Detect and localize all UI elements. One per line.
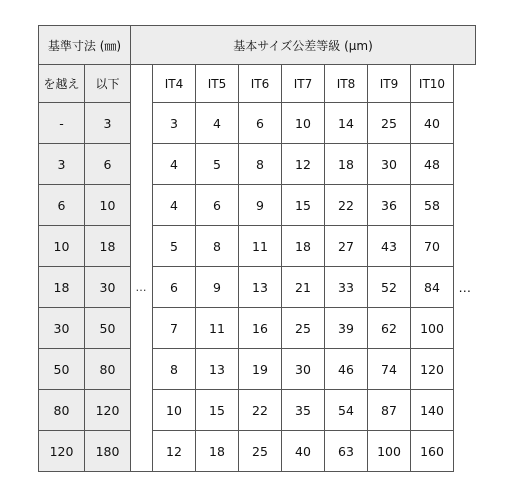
tolerance-value-cell: 58 <box>411 185 454 226</box>
tolerance-value-cell: 22 <box>325 185 368 226</box>
tolerance-value-cell: 7 <box>153 308 196 349</box>
gap-cell <box>131 431 153 472</box>
tolerance-value-cell: 4 <box>196 103 239 144</box>
tolerance-value-cell: 40 <box>282 431 325 472</box>
table-row <box>39 431 476 472</box>
table-row <box>39 267 476 308</box>
gap-cell-right <box>454 226 476 267</box>
size-upto-cell: 3 <box>85 103 131 144</box>
grade-header: IT7 <box>282 65 325 103</box>
tolerance-value-cell: 16 <box>239 308 282 349</box>
size-over-cell: 50 <box>39 349 85 390</box>
table-row <box>39 226 476 267</box>
tolerance-value-cell: 9 <box>196 267 239 308</box>
tolerance-value-cell: 6 <box>153 267 196 308</box>
ellipsis-right: … <box>454 267 476 308</box>
tolerance-value-cell: 13 <box>196 349 239 390</box>
tolerance-value-cell: 22 <box>239 390 282 431</box>
gap-cell <box>131 226 153 267</box>
size-group-header: 基準寸法 (㎜) <box>39 26 131 65</box>
tolerance-value-cell: 120 <box>411 349 454 390</box>
table-row <box>39 390 476 431</box>
tolerance-value-cell: 18 <box>282 226 325 267</box>
tolerance-value-cell: 160 <box>411 431 454 472</box>
upto-header: 以下 <box>85 65 131 103</box>
size-over-cell: 6 <box>39 185 85 226</box>
header-row-2 <box>39 65 476 103</box>
tolerance-value-cell: 25 <box>368 103 411 144</box>
tolerance-value-cell: 36 <box>368 185 411 226</box>
tolerance-value-cell: 46 <box>325 349 368 390</box>
tolerance-value-cell: 27 <box>325 226 368 267</box>
tolerance-value-cell: 33 <box>325 267 368 308</box>
gap-cell-right <box>454 308 476 349</box>
tolerance-value-cell: 70 <box>411 226 454 267</box>
tolerance-value-cell: 10 <box>153 390 196 431</box>
tolerance-value-cell: 21 <box>282 267 325 308</box>
gap-cell-right <box>454 390 476 431</box>
tolerance-value-cell: 6 <box>196 185 239 226</box>
gap-cell-right <box>454 144 476 185</box>
grade-group-header: 基本サイズ公差等級 (μm) <box>131 26 476 65</box>
tolerance-value-cell: 30 <box>282 349 325 390</box>
size-upto-cell: 10 <box>85 185 131 226</box>
gap-cell <box>131 103 153 144</box>
gap-cell <box>131 65 153 103</box>
tolerance-value-cell: 62 <box>368 308 411 349</box>
tolerance-value-cell: 15 <box>282 185 325 226</box>
tolerance-value-cell: 11 <box>196 308 239 349</box>
size-upto-cell: 50 <box>85 308 131 349</box>
tolerance-value-cell: 25 <box>282 308 325 349</box>
size-over-cell: 18 <box>39 267 85 308</box>
tolerance-value-cell: 52 <box>368 267 411 308</box>
size-upto-cell: 6 <box>85 144 131 185</box>
tolerance-value-cell: 18 <box>325 144 368 185</box>
tolerance-value-cell: 18 <box>196 431 239 472</box>
size-over-cell: 80 <box>39 390 85 431</box>
tolerance-value-cell: 25 <box>239 431 282 472</box>
tolerance-value-cell: 4 <box>153 185 196 226</box>
size-upto-cell: 180 <box>85 431 131 472</box>
tolerance-value-cell: 13 <box>239 267 282 308</box>
gap-cell <box>131 144 153 185</box>
tolerance-value-cell: 35 <box>282 390 325 431</box>
tolerance-value-cell: 12 <box>282 144 325 185</box>
tolerance-value-cell: 8 <box>196 226 239 267</box>
tolerance-value-cell: 8 <box>239 144 282 185</box>
size-upto-cell: 18 <box>85 226 131 267</box>
grade-header: IT5 <box>196 65 239 103</box>
grade-header: IT8 <box>325 65 368 103</box>
gap-cell-right <box>454 431 476 472</box>
size-over-cell: 30 <box>39 308 85 349</box>
size-upto-cell: 30 <box>85 267 131 308</box>
size-over-cell: 10 <box>39 226 85 267</box>
size-over-cell: - <box>39 103 85 144</box>
size-over-cell: 120 <box>39 431 85 472</box>
grade-header: IT6 <box>239 65 282 103</box>
tolerance-value-cell: 87 <box>368 390 411 431</box>
gap-cell <box>131 185 153 226</box>
table-row <box>39 103 476 144</box>
grade-header: IT9 <box>368 65 411 103</box>
tolerance-table <box>38 25 476 472</box>
gap-cell <box>131 390 153 431</box>
tolerance-value-cell: 14 <box>325 103 368 144</box>
table-body <box>39 26 476 472</box>
tolerance-value-cell: 40 <box>411 103 454 144</box>
gap-cell <box>131 349 153 390</box>
tolerance-value-cell: 63 <box>325 431 368 472</box>
grade-header: IT10 <box>411 65 454 103</box>
size-over-cell: 3 <box>39 144 85 185</box>
tolerance-value-cell: 39 <box>325 308 368 349</box>
gap-cell-right <box>454 185 476 226</box>
over-header: を越え <box>39 65 85 103</box>
gap-cell-right <box>454 349 476 390</box>
tolerance-value-cell: 43 <box>368 226 411 267</box>
grade-header: IT4 <box>153 65 196 103</box>
size-upto-cell: 80 <box>85 349 131 390</box>
tolerance-value-cell: 48 <box>411 144 454 185</box>
table-row <box>39 185 476 226</box>
tolerance-value-cell: 15 <box>196 390 239 431</box>
tolerance-value-cell: 3 <box>153 103 196 144</box>
tolerance-value-cell: 30 <box>368 144 411 185</box>
gap-cell-right <box>454 103 476 144</box>
table-row <box>39 308 476 349</box>
table-row <box>39 349 476 390</box>
tolerance-value-cell: 54 <box>325 390 368 431</box>
tolerance-value-cell: 84 <box>411 267 454 308</box>
size-upto-cell: 120 <box>85 390 131 431</box>
tolerance-value-cell: 4 <box>153 144 196 185</box>
table-row <box>39 144 476 185</box>
tolerance-value-cell: 6 <box>239 103 282 144</box>
tolerance-value-cell: 100 <box>411 308 454 349</box>
tolerance-value-cell: 10 <box>282 103 325 144</box>
gap-cell-right <box>454 65 476 103</box>
tolerance-value-cell: 74 <box>368 349 411 390</box>
tolerance-value-cell: 19 <box>239 349 282 390</box>
tolerance-value-cell: 9 <box>239 185 282 226</box>
gap-cell <box>131 308 153 349</box>
tolerance-value-cell: 5 <box>153 226 196 267</box>
tolerance-value-cell: 11 <box>239 226 282 267</box>
ellipsis-left: … <box>131 267 153 308</box>
tolerance-value-cell: 5 <box>196 144 239 185</box>
tolerance-value-cell: 100 <box>368 431 411 472</box>
tolerance-value-cell: 12 <box>153 431 196 472</box>
header-row-1 <box>39 26 476 65</box>
tolerance-value-cell: 140 <box>411 390 454 431</box>
tolerance-value-cell: 8 <box>153 349 196 390</box>
